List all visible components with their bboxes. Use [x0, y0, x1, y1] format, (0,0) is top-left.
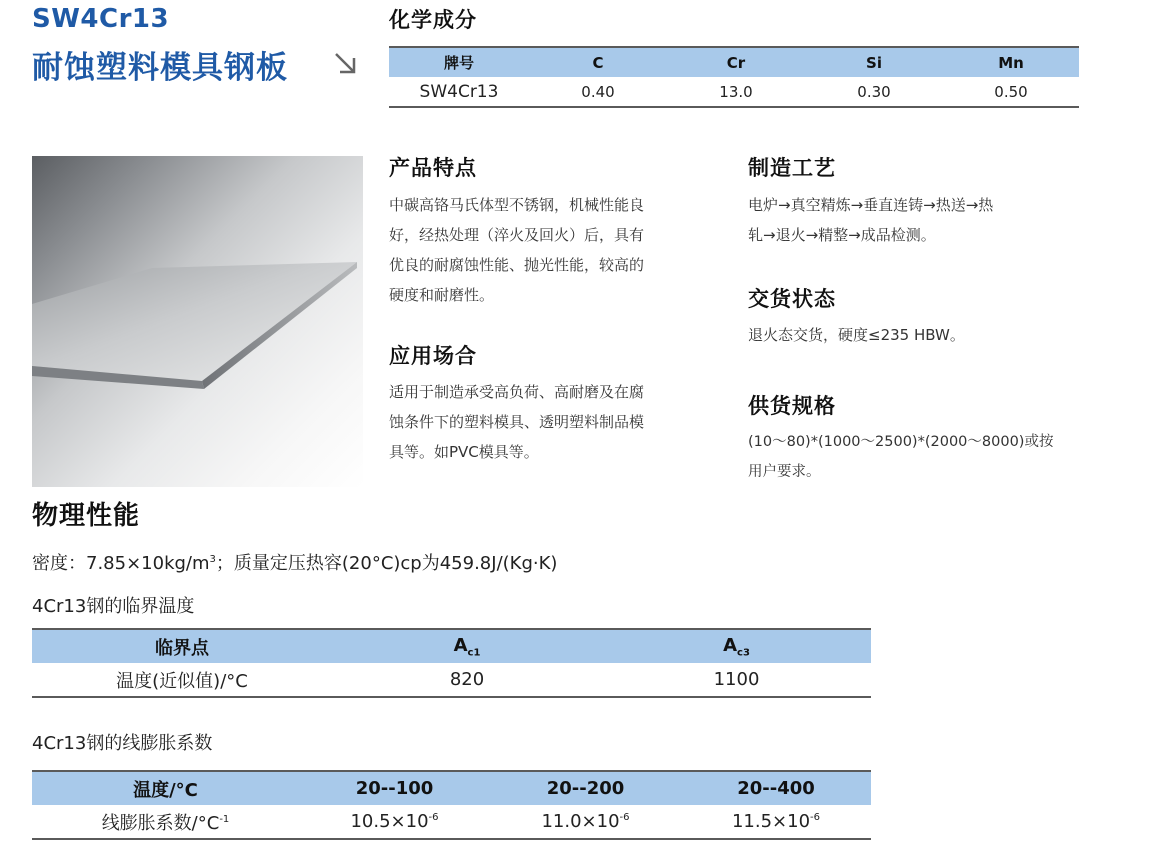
chem-cell-si: 0.30: [805, 77, 943, 107]
ac3-main: A: [723, 634, 738, 656]
features-text: [389, 190, 644, 310]
density-suffix: ；质量定压热容(20°C)cp为459.8J/(Kg·K): [215, 553, 558, 574]
application-heading: 应用场合: [389, 344, 477, 368]
table-row: [389, 77, 1079, 107]
value-sup: -6: [619, 812, 630, 823]
expansion-header-temp: 温度/°C: [32, 771, 299, 805]
expansion-label-main: 线膨胀系数/°C: [101, 812, 220, 834]
critical-header-point: 临界点: [32, 629, 332, 663]
application-line: 蚀条件下的塑料模具、透明塑料制品模: [389, 413, 645, 431]
critical-header-row: [32, 629, 871, 663]
critical-caption: 4Cr13钢的临界温度: [32, 596, 195, 617]
application-text: [389, 377, 644, 467]
supply-line: 用户要求。: [748, 464, 821, 480]
chem-table: [389, 46, 1079, 108]
steel-plate-image: [32, 156, 363, 487]
expansion-header-row: [32, 771, 871, 805]
critical-ac3-value: 1100: [602, 663, 871, 697]
expansion-table: [32, 770, 871, 840]
features-line: 硬度和耐磨性。: [389, 286, 495, 304]
density-prefix: 密度：7.85×10kg/m: [32, 553, 210, 574]
arrow-down-right-icon: [332, 50, 360, 78]
ac1-sub: c1: [467, 647, 481, 659]
expansion-value-200: [490, 805, 681, 839]
expansion-header-400: 20--400: [681, 771, 871, 805]
chem-heading: 化学成分: [389, 8, 477, 32]
expansion-header-100: 20--100: [299, 771, 490, 805]
chem-cell-mn: 0.50: [943, 77, 1079, 107]
features-line: 优良的耐腐蚀性能、抛光性能，较高的: [389, 256, 645, 274]
expansion-caption: 4Cr13钢的线膨胀系数: [32, 733, 213, 754]
expansion-value-400: [681, 805, 871, 839]
value-main: 11.0×10: [541, 811, 620, 832]
product-name: 耐蚀塑料模具钢板: [32, 50, 288, 86]
table-row: [32, 663, 871, 697]
process-line: 轧→退火→精整→成品检测。: [748, 226, 936, 244]
chem-header-cr: Cr: [667, 47, 805, 77]
chem-cell-c: 0.40: [529, 77, 667, 107]
table-row: [32, 805, 871, 839]
critical-table: [32, 628, 871, 698]
supply-line: (10～80)*(1000～2500)*(2000～8000)或按: [748, 434, 1054, 450]
chem-header-row: [389, 47, 1079, 77]
features-line: 好，经热处理（淬火及回火）后，具有: [389, 226, 645, 244]
density-sup: 3: [209, 554, 216, 565]
chem-header-c: C: [529, 47, 667, 77]
delivery-heading: 交货状态: [748, 287, 836, 311]
chem-cell-grade: SW4Cr13: [389, 77, 529, 107]
value-main: 10.5×10: [350, 811, 429, 832]
chem-header-grade: 牌号: [389, 47, 529, 77]
critical-ac1-value: 820: [332, 663, 602, 697]
features-heading: 产品特点: [389, 156, 477, 180]
process-text: [748, 190, 993, 250]
chem-cell-cr: 13.0: [667, 77, 805, 107]
application-line: 具等。如PVC模具等。: [389, 443, 539, 461]
features-line: 中碳高铬马氏体型不锈钢，机械性能良: [389, 196, 645, 214]
value-main: 11.5×10: [731, 811, 811, 832]
critical-header-ac3: [602, 629, 871, 663]
critical-row-label: 温度(近似值)/°C: [32, 663, 332, 697]
chem-header-si: Si: [805, 47, 943, 77]
application-line: 适用于制造承受高负荷、高耐磨及在腐: [389, 383, 645, 401]
supply-heading: 供货规格: [748, 394, 836, 418]
delivery-text: 退火态交货，硬度≤235 HBW。: [748, 326, 965, 344]
critical-header-ac1: [332, 629, 602, 663]
value-sup: -6: [428, 812, 439, 823]
expansion-label-sup: -1: [219, 813, 230, 825]
process-heading: 制造工艺: [748, 156, 836, 180]
chem-header-mn: Mn: [943, 47, 1079, 77]
supply-text: [748, 427, 1053, 487]
ac1-main: A: [453, 634, 468, 656]
expansion-row-label: [32, 805, 299, 839]
ac3-sub: c3: [737, 647, 750, 659]
expansion-value-100: [299, 805, 490, 839]
physical-heading: 物理性能: [32, 501, 141, 531]
value-sup: -6: [810, 812, 821, 823]
density-text: [32, 549, 557, 575]
expansion-header-200: 20--200: [490, 771, 681, 805]
process-line: 电炉→真空精炼→垂直连铸→热送→热: [748, 196, 994, 214]
product-code: SW4Cr13: [32, 4, 170, 34]
